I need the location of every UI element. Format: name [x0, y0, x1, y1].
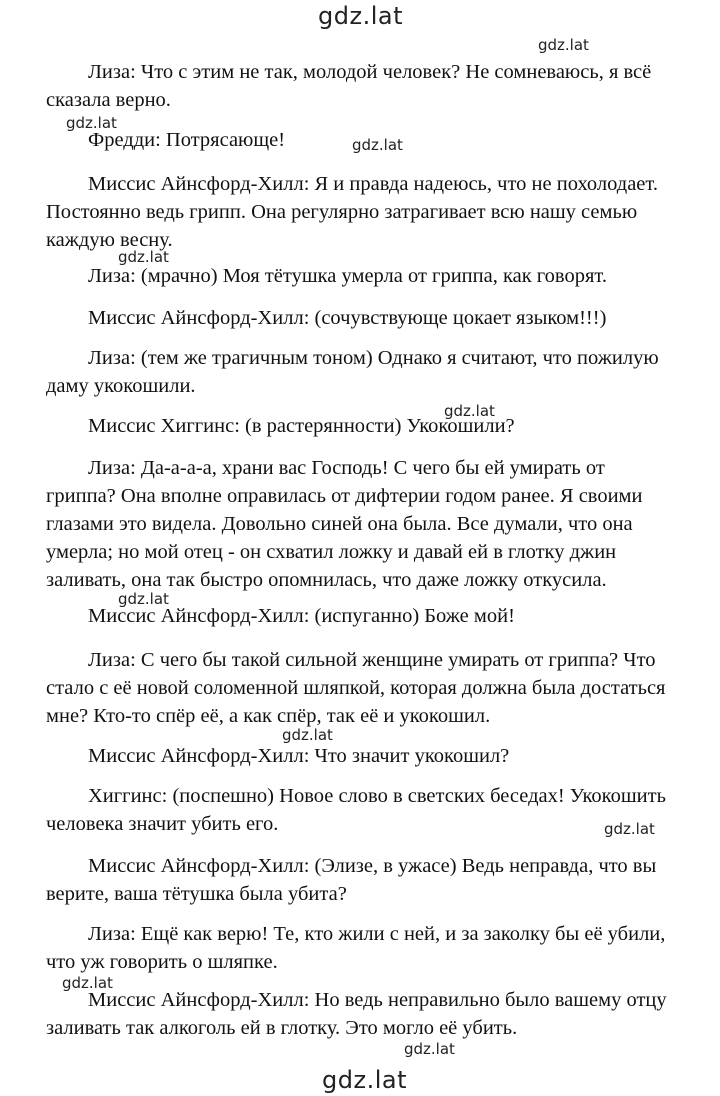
paragraph: Лиза: (мрачно) Моя тётушка умерла от гриппа, как говорят.: [88, 265, 607, 287]
watermark: gdz.lat: [318, 2, 403, 30]
paragraph: Миссис Хиггинс: (в растерянности) Укокошили?: [88, 415, 515, 437]
paragraph: Лиза: С чего бы такой сильной женщине умирать от гриппа? Что стало с её новой соломенной шляпкой, которая должна была достаться мне? Кто-то спёр её, а как спёр, так её и укокошил.: [46, 649, 666, 727]
paragraph: Миссис Айнсфорд-Хилл: Но ведь неправильно было вашему отцу заливать так алкоголь ей в глотку. Это могло её убить.: [46, 989, 667, 1039]
watermark: gdz.lat: [604, 820, 655, 838]
watermark: gdz.lat: [404, 1040, 455, 1058]
paragraph: Миссис Айнсфорд-Хилл: Я и правда надеюсь, что не похолодает. Постоянно ведь грипп. Она регулярно затрагивает всю нашу семью каждую весну.: [46, 173, 658, 251]
watermark: gdz.lat: [538, 36, 589, 54]
watermark: gdz.lat: [282, 726, 333, 744]
watermark: gdz.lat: [352, 136, 403, 154]
paragraph: Миссис Айнсфорд-Хилл: (Элизе, в ужасе) Ведь неправда, что вы верите, ваша тётушка была убита?: [46, 855, 657, 905]
paragraph: Хиггинс: (поспешно) Новое слово в светских беседах! Укокошить человека значит убить его.: [46, 785, 666, 835]
paragraph: Лиза: (тем же трагичным тоном) Однако я считают, что пожилую даму укокошили.: [46, 347, 659, 397]
paragraph: Миссис Айнсфорд-Хилл: (испуганно) Боже мой!: [88, 605, 515, 627]
paragraph: Фредди: Потрясающе!: [88, 129, 286, 151]
watermark: gdz.lat: [66, 114, 117, 132]
paragraph: Миссис Айнсфорд-Хилл: Что значит укокошил?: [88, 745, 510, 767]
watermark: gdz.lat: [444, 402, 495, 420]
paragraph: Лиза: Да-а-а-а, храни вас Господь! С чего бы ей умирать от гриппа? Она вполне оправилась от дифтерии годом ранее. Я своими глазами это видела. Довольно синей она была. Все думали, что она умерла; но мой отец - он схватил ложку и давай ей в глотку джин заливать, она так быстро опомнилась, что даже ложку откусила.: [46, 457, 643, 591]
watermark: gdz.lat: [118, 248, 169, 266]
paragraph: Лиза: Что с этим не так, молодой человек? Не сомневаюсь, я всё сказала верно.: [46, 61, 652, 111]
watermark: gdz.lat: [322, 1066, 407, 1094]
paragraph: Миссис Айнсфорд-Хилл: (сочувствующе цокает языком!!!): [88, 307, 607, 329]
watermark: gdz.lat: [118, 590, 169, 608]
watermark: gdz.lat: [62, 974, 113, 992]
paragraph: Лиза: Ещё как верю! Те, кто жили с ней, и за заколку бы её убили, что уж говорить о шляпке.: [46, 923, 666, 973]
